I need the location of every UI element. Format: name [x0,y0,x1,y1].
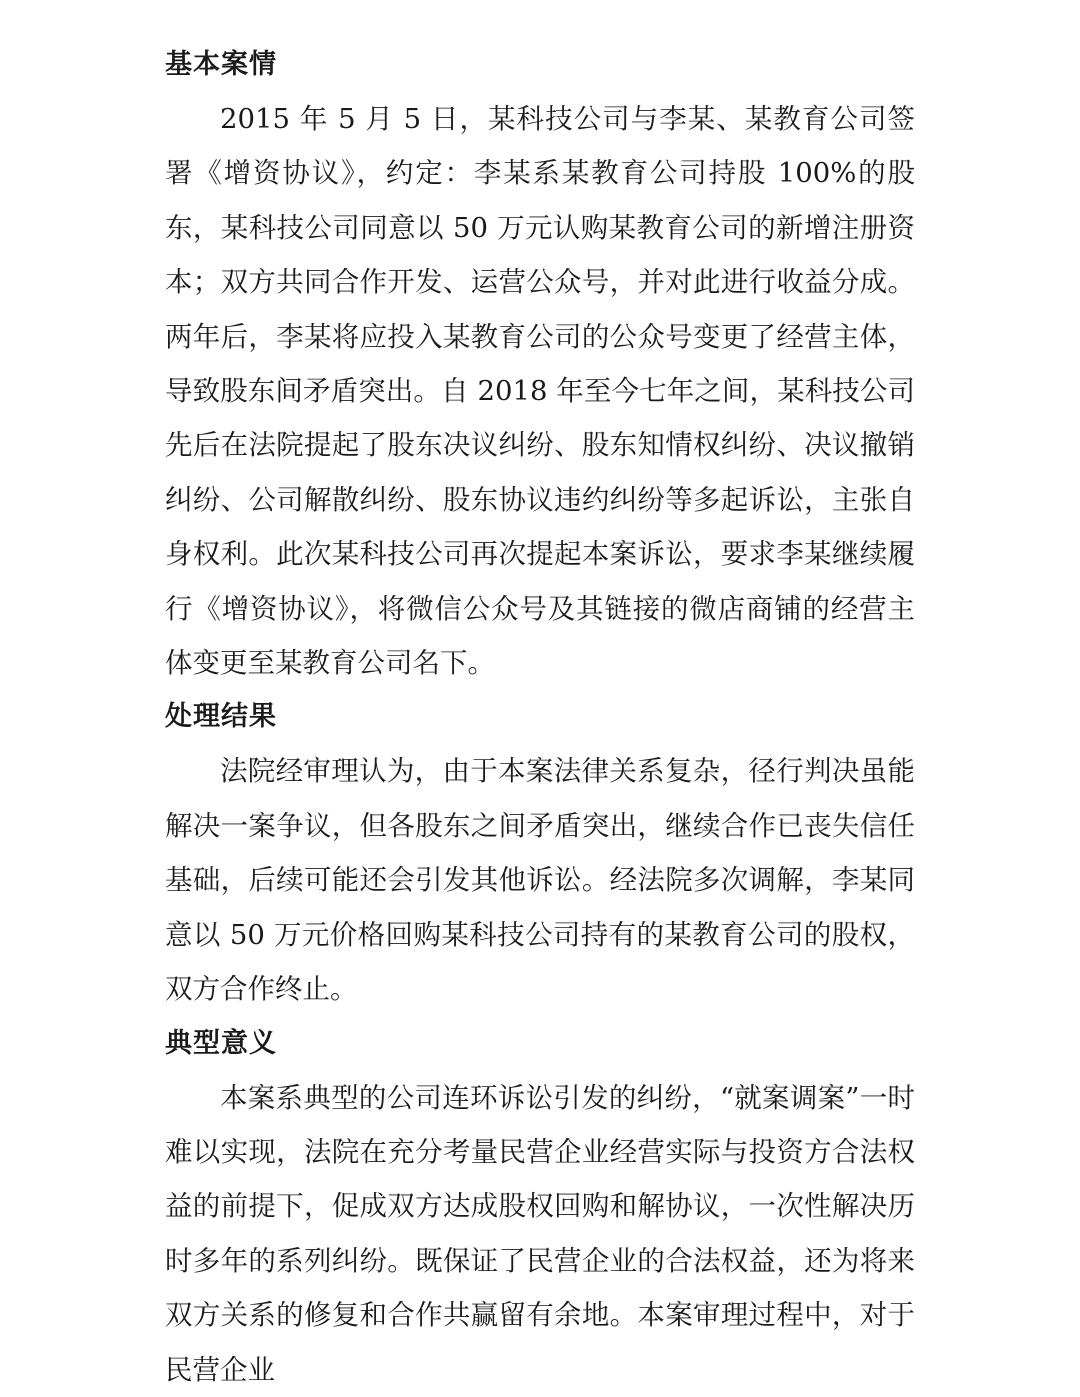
section-heading-significance: 典型意义 [165,1027,277,1059]
section-paragraph-result: 法院经审理认为，由于本案法律关系复杂，径行判决虽能解决一案争议，但各股东之间矛盾突出，继续合作已丧失信任基础，后续可能还会引发其他诉讼。经法院多次调解，李某同意以 50 万元价格回购某科技公司持有的某教育公司的股权，双方合作终止。 [165,755,915,1006]
section-paragraph-basic-facts: 2015 年 5 月 5 日，某科技公司与李某、某教育公司签署《增资协议》，约定：李某系某教育公司持股 100%的股东，某科技公司同意以 50 万元认购某教育公司的新增注册资本；双方共同合作开发、运营公众号，并对此进行收益分成。两年后，李某将应投入某教育公司的公众号变更了经营主体，导致股东间矛盾突出。自 2018 年至今七年之间，某科技公司先后在法院提起了股东决议纠纷、股东知情权纠纷、决议撤销纠纷、公司解散纠纷、股东协议违约纠纷等多起诉讼，主张自身权利。此次某科技公司再次提起本案诉讼，要求李某继续履行《增资协议》，将微信公众号及其链接的微店商铺的经营主体变更至某教育公司名下。 [165,103,915,680]
section-heading-basic-facts: 基本案情 [165,49,277,80]
section-heading-result: 处理结果 [165,701,277,733]
section-paragraph-significance: 本案系典型的公司连环诉讼引发的纠纷，“就案调案”一时难以实现，法院在充分考量民营企业经营实际与投资方合法权益的前提下，促成双方达成股权回购和解协议，一次性解决历时多年的系列纠纷。既保证了民营企业的合法权益，还为将来双方关系的修复和合作共赢留有余地。本案审理过程中，对于民营企业 [165,1081,915,1386]
document-page [165,38,915,1397]
